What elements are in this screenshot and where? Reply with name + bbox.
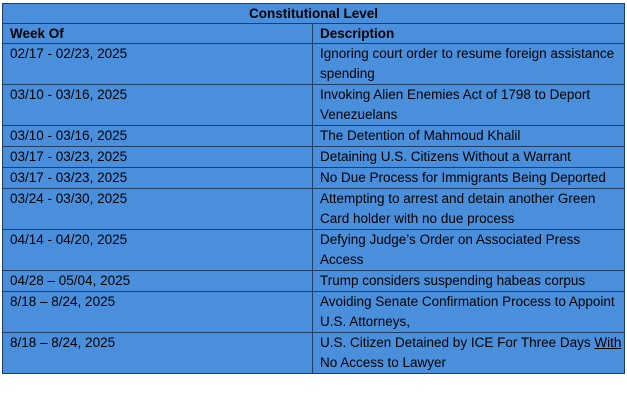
header-week-of: Week Of	[3, 24, 313, 44]
description-text: No Access to Lawyer	[320, 355, 447, 370]
constitutional-level-table	[2, 3, 625, 374]
description-cell: Ignoring court order to resume foreign assistance spending	[313, 44, 625, 85]
description-text: U.S. Citizen Detained by ICE For Three Days	[320, 335, 595, 350]
table-title-row	[3, 4, 625, 24]
table-row	[3, 271, 625, 292]
header-description: Description	[313, 24, 625, 44]
table-title: Constitutional Level	[3, 4, 625, 24]
week-cell: 04/14 - 04/20, 2025	[3, 230, 313, 271]
table-row	[3, 126, 625, 147]
table-row	[3, 168, 625, 189]
week-cell: 03/10 - 03/16, 2025	[3, 85, 313, 126]
underlined-word: With	[594, 335, 622, 350]
week-cell: 02/17 - 02/23, 2025	[3, 44, 313, 85]
week-cell: 03/17 - 03/23, 2025	[3, 147, 313, 168]
table-row	[3, 189, 625, 230]
description-cell: No Due Process for Immigrants Being Deported	[313, 168, 625, 189]
week-cell: 03/17 - 03/23, 2025	[3, 168, 313, 189]
week-cell: 03/10 - 03/16, 2025	[3, 126, 313, 147]
week-cell: 8/18 – 8/24, 2025	[3, 333, 313, 374]
description-cell: Defying Judge’s Order on Associated Press Access	[313, 230, 625, 271]
table-row	[3, 292, 625, 333]
description-cell: Trump considers suspending habeas corpus	[313, 271, 625, 292]
week-cell: 04/28 – 05/04, 2025	[3, 271, 313, 292]
constitutional-level-table-container	[2, 3, 624, 374]
description-cell	[313, 333, 625, 374]
description-cell: Attempting to arrest and detain another Green Card holder with no due process	[313, 189, 625, 230]
description-cell: Detaining U.S. Citizens Without a Warrant	[313, 147, 625, 168]
table-row	[3, 230, 625, 271]
table-row	[3, 147, 625, 168]
description-cell: Avoiding Senate Confirmation Process to Appoint U.S. Attorneys,	[313, 292, 625, 333]
table-row	[3, 333, 625, 374]
description-cell: Invoking Alien Enemies Act of 1798 to Deport Venezuelans	[313, 85, 625, 126]
week-cell: 8/18 – 8/24, 2025	[3, 292, 313, 333]
table-header-row	[3, 24, 625, 44]
week-cell: 03/24 - 03/30, 2025	[3, 189, 313, 230]
description-cell: The Detention of Mahmoud Khalil	[313, 126, 625, 147]
table-row	[3, 44, 625, 85]
table-row	[3, 85, 625, 126]
